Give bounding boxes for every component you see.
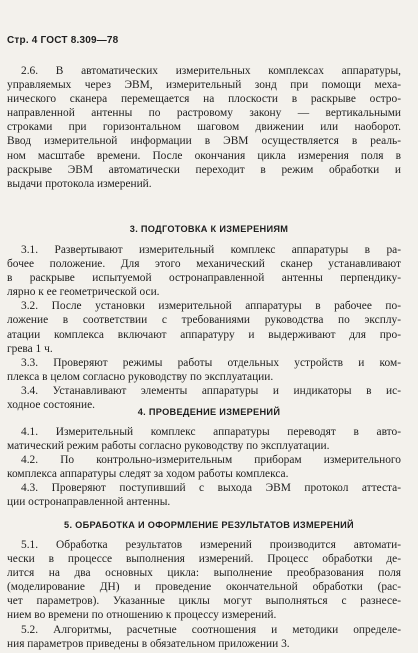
section-3-body bbox=[7, 243, 401, 412]
paragraph-2-6 bbox=[7, 64, 401, 191]
text-line: 3.1. Развертывают измерительный комплекс аппаратуры в ра- bbox=[21, 244, 401, 256]
text-line: лится на два основных цикла: выполнение преобразования поля bbox=[7, 567, 401, 580]
text-line: 3.4. Устанавливают элементы аппаратуры и индикаторы в ис- bbox=[21, 384, 401, 397]
text-line: ложение в соответствии с требованиями руководства по эксплу- bbox=[7, 314, 401, 327]
text-line: в раскрыве испытуемой остронаправленной антенны перпендику- bbox=[7, 272, 401, 285]
text-line: Ввод измерительной информации в ЭВМ осуществляется в реаль- bbox=[7, 135, 401, 148]
text-line: бочее положение. Для этого механический сканер устанавливают bbox=[7, 258, 401, 271]
text-line: строками при горизонтальном шаговом движении или наоборот. bbox=[7, 121, 401, 134]
text-line: 5.2. Алгоритмы, расчетные соотношения и методики определе- bbox=[21, 623, 401, 636]
text-line: плекса в целом согласно руководству по эксплуатации. bbox=[7, 370, 274, 383]
text-line: 5.1. Обработка результатов измерений производится автомати- bbox=[21, 539, 401, 551]
text-line: матический режим работы согласно руководству по эксплуатации. bbox=[7, 440, 330, 453]
text-line: ходное состояние. bbox=[7, 399, 95, 412]
text-line: нием во времени по отношению к процессу измерений. bbox=[7, 609, 277, 622]
text-line: 4.3. Проверяют поступивший с выхода ЭВМ протокол аттеста- bbox=[21, 482, 401, 495]
section-4-body bbox=[7, 425, 401, 510]
text-line: нического сканера перемещается на плоскости в раскрыве остро- bbox=[7, 93, 401, 106]
text-line: ния параметров приведены в обязательном приложении 3. bbox=[7, 637, 290, 650]
text-line: ции остронаправленной антенны. bbox=[7, 496, 171, 509]
text-line: (моделирование ДН) и проведение окончательной обработки (рас- bbox=[7, 581, 401, 594]
text-line: ном масштабе времени. После окончания цикла измерения поля в bbox=[7, 149, 401, 162]
text-line: выдачи протокола измерений. bbox=[7, 177, 152, 190]
text-line: 2.6. В автоматических измерительных комплексах аппаратуры, bbox=[21, 65, 401, 77]
text-line: лярно к ее геометрической оси. bbox=[7, 286, 160, 299]
text-line: 4.2. По контрольно-измерительным приборам измерительного bbox=[21, 454, 401, 467]
text-line: направленной антенны по растровому закону — вертикальными bbox=[7, 107, 401, 120]
text-line: грева 1 ч. bbox=[7, 342, 53, 355]
text-line: раскрыве ЭВМ автоматически переходит в режим обработки и bbox=[7, 163, 401, 176]
text-line: управляемых через ЭВМ, измерительный зонд при помощи меха- bbox=[7, 79, 401, 92]
text-line: комплекса аппаратуры следят за ходом работы комплекса. bbox=[7, 468, 289, 481]
text-line: чет параметров). Указанные циклы могут выполняться с разнесе- bbox=[7, 595, 401, 608]
text-line: 3.2. После установки измерительной аппаратуры в рабочее по- bbox=[21, 300, 401, 313]
page-header: Стр. 4 ГОСТ 8.309—78 bbox=[7, 35, 119, 46]
section-3-heading: 3. ПОДГОТОВКА К ИЗМЕРЕНИЯМ bbox=[129, 224, 289, 234]
text-line: чески в процессе выполнения измерений. Процесс обработки де- bbox=[7, 553, 401, 566]
text-line: атации комплекса включают аппаратуру и выдерживают для про- bbox=[7, 328, 401, 341]
section-5-body bbox=[7, 538, 401, 651]
text-line: 3.3. Проверяют режимы работы отдельных устройств и ком- bbox=[21, 356, 401, 369]
text-line: 4.1. Измерительный комплекс аппаратуры переводят в авто- bbox=[21, 426, 401, 438]
section-4-heading: 4. ПРОВЕДЕНИЕ ИЗМЕРЕНИЙ bbox=[137, 407, 281, 417]
section-5-heading: 5. ОБРАБОТКА И ОФОРМЛЕНИЕ РЕЗУЛЬТАТОВ ИЗМЕРЕНИЙ bbox=[64, 520, 354, 530]
